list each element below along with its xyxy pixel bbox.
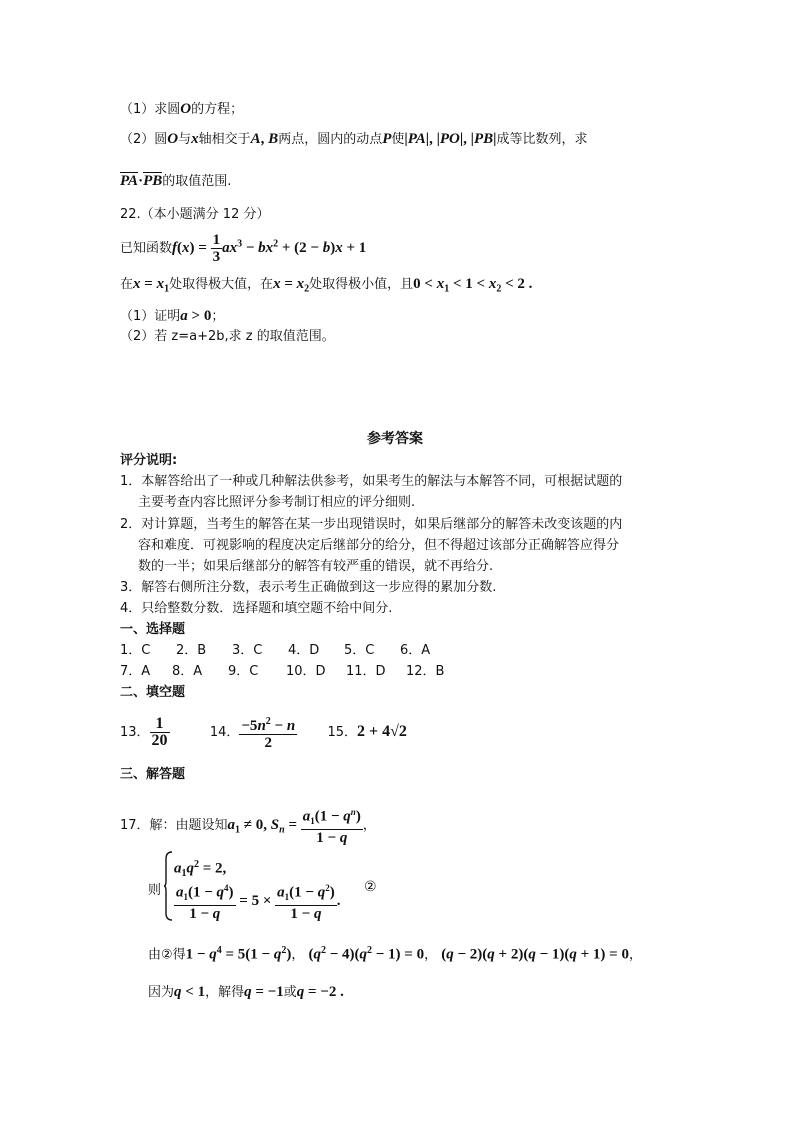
mc-answer: 8．A xyxy=(172,664,203,679)
sol17-derive: 由②得$1 - q^4 = 5(1 - q^2)$， $(q^2 - 4)(q^2 - 1) = 0$， (q − 2)(q + 2)(q − 1)(q + 1) = 0， xyxy=(148,945,642,963)
sol17-line1: 17．解：由题设知$a_1 \ne 0$, $S_n$ = $\frac{a_1(1 - q^n)}{1 - q}$ ， xyxy=(120,804,376,849)
note-line: 主要考查内容比照评分参考制订相应的评分细则. xyxy=(138,495,416,510)
mc-answer: 7．A xyxy=(120,664,151,679)
p21-part2: （2）圆O与x轴相交于A, B两点，圆内的动点P使|PA|, |PO|, |PB|成等比数列，求 xyxy=(120,131,588,147)
section-fill-in: 二、填空题 xyxy=(120,685,186,700)
mc-answer: 2．B xyxy=(176,643,207,658)
mc-answer: 1．C xyxy=(120,643,151,658)
mc-answer: 11．D xyxy=(346,664,386,679)
circled-two: ② xyxy=(364,879,377,895)
mc-answer: 10．D xyxy=(286,664,326,679)
answer-title: 参考答案 xyxy=(367,431,423,447)
mc-row-2 xyxy=(120,663,462,681)
p22-header: 22.（本小题满分 12 分） xyxy=(120,207,270,222)
p22-q1: （1）证明a > 0； xyxy=(120,308,225,324)
left-brace-icon xyxy=(163,851,173,921)
mc-answer: 9．C xyxy=(228,664,259,679)
notes-title: 评分说明: xyxy=(120,453,178,468)
note-line: 4．只给整数分数．选择题和填空题不给中间分. xyxy=(120,601,393,616)
note-line: 1．本解答给出了一种或几种解法供参考，如果考生的解法与本解答不同，可根据试题的 xyxy=(120,474,623,489)
note-line: 3．解答右侧所注分数，表示考生正确做到这一步应得的累加分数. xyxy=(120,580,497,595)
sol17-conclusion: 因为q < 1，解得q = −1或q = −2 . xyxy=(148,984,344,1000)
note-line: 容和难度．可视影响的程度决定后继部分的给分，但不得超过该部分正确解答应得分 xyxy=(138,538,620,553)
mc-answer: 4．D xyxy=(288,643,320,658)
note-line: 数的一半；如果后继部分的解答有较严重的错误，就不再给分. xyxy=(138,559,494,574)
p22-function: 已知函数f(x) = $\frac{1}{3}$ $ax^3 - bx^2 + (2 - b)x + 1$ xyxy=(120,232,367,265)
p21-part1: （1）求圆O的方程； xyxy=(120,101,244,117)
p21-vector-range: PA·PB的取值范围. xyxy=(120,173,232,189)
fill-in-answers: 13． $\frac{1}{20}$ 14． $\frac{-5n^2 - n}{2}$ 15．2 + 4√2 xyxy=(120,715,407,751)
mc-row-1 xyxy=(120,642,456,660)
sol17-then: 则 xyxy=(148,883,162,898)
mc-answer: 6．A xyxy=(400,643,431,658)
mc-answer: 3．C xyxy=(232,643,263,658)
section-multiple-choice: 一、选择题 xyxy=(120,622,186,637)
p22-condition: 在$x = x_1$处取得极大值，在$x = x_2$处取得极小值，且$0 < x_1 < 1 < x_2 < 2$ . xyxy=(120,276,533,295)
mc-answer: 5．C xyxy=(344,643,375,658)
p22-q2: （2）若 z=a+2b,求 z 的取值范围。 xyxy=(120,329,335,344)
mc-answer: 12．B xyxy=(406,664,445,679)
sol17-eq1: $a_1q^2 = 2$, xyxy=(174,859,227,879)
sol17-eq2: $\frac{a_1(1 - q^4)}{1 - q}$ = 5 × $\frac{a_1(1 - q^2)}{1 - q}$ . xyxy=(174,880,340,923)
section-solutions: 三、解答题 xyxy=(120,767,186,782)
note-line: 2．对计算题，当考生的解答在某一步出现错误时，如果后继部分的解答未改变该题的内 xyxy=(120,517,623,532)
